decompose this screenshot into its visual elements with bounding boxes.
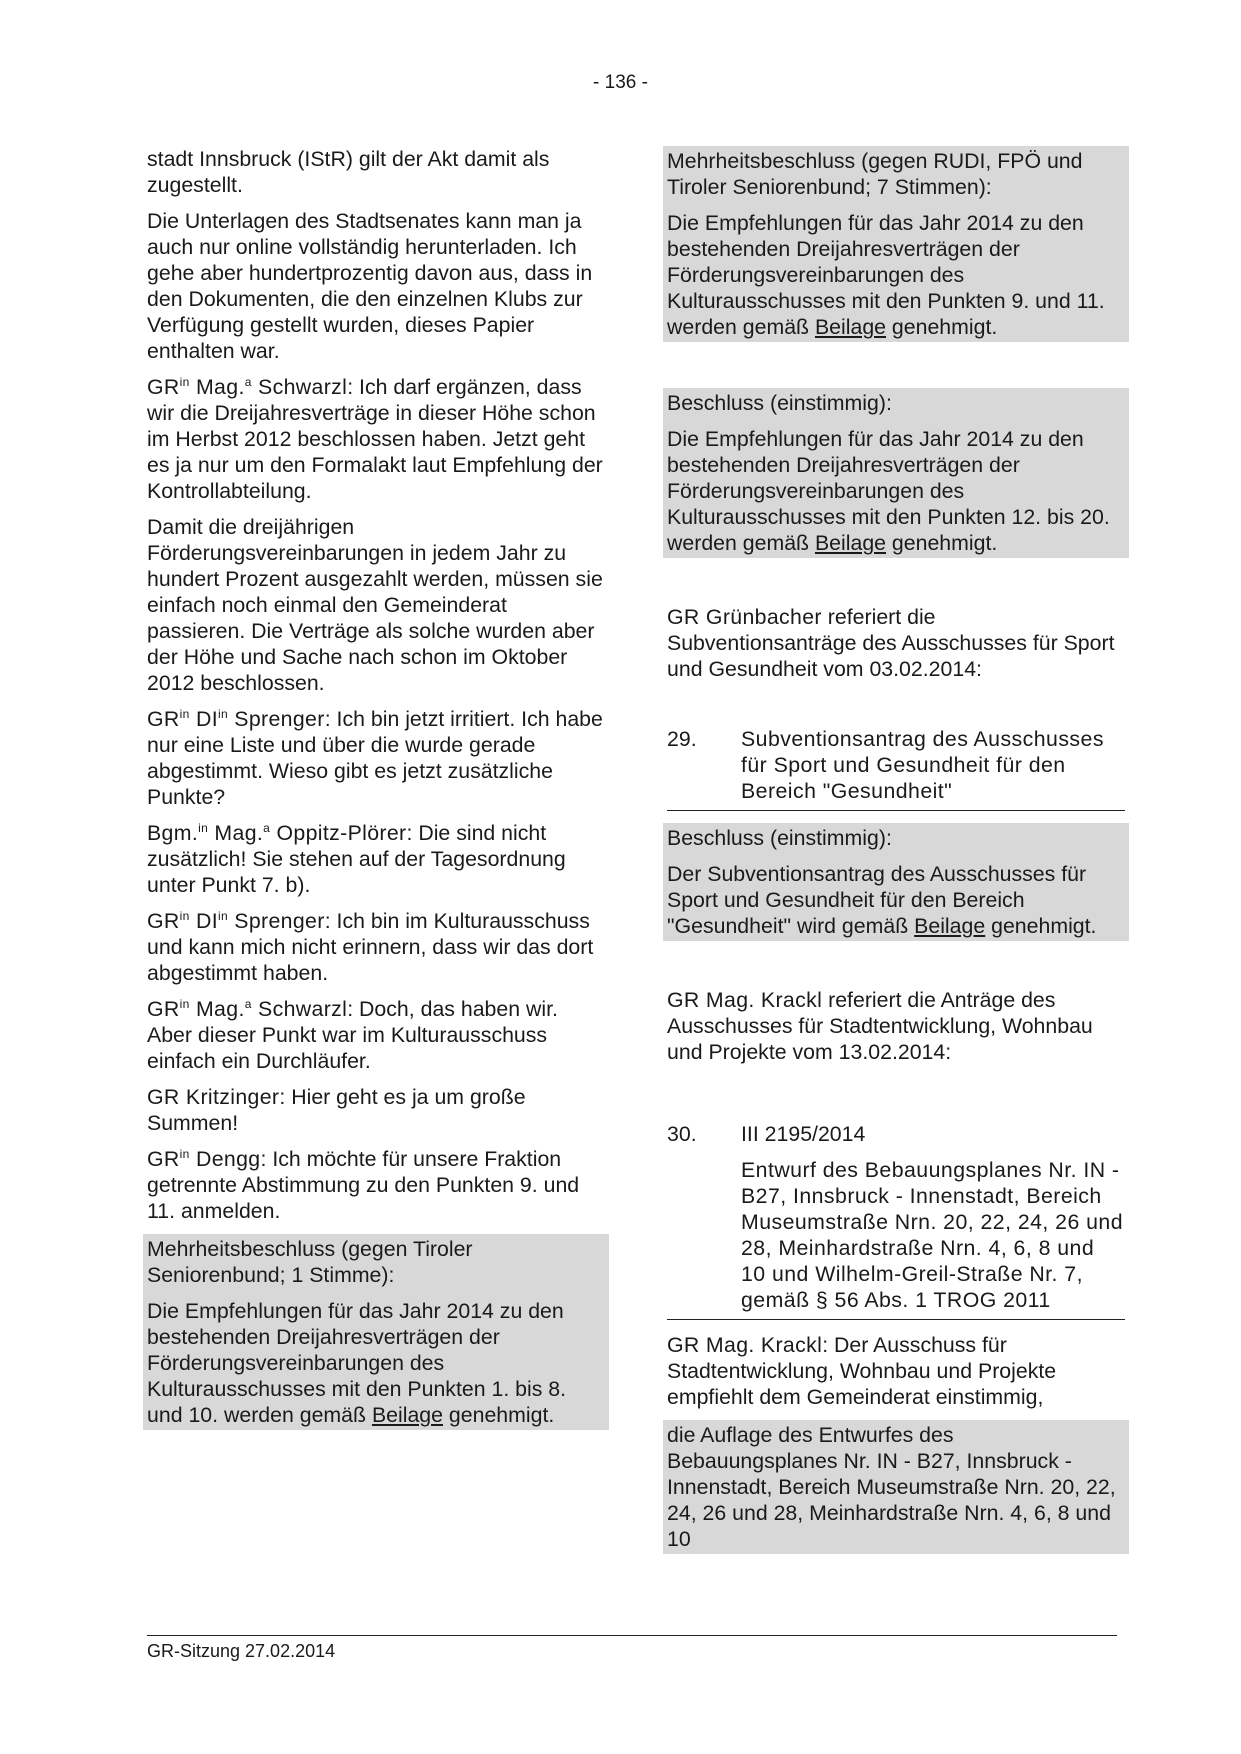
speaker-name: GR Grünbacher: [667, 605, 822, 629]
left-column: [147, 146, 605, 1430]
footer-session: GR-Sitzung 27.02.2014: [147, 1641, 336, 1661]
speaker-name: $GR^{in}$ Mag.$^a$ Schwarzl: [147, 374, 348, 399]
resolution-heading: Beschluss (einstimmig):: [667, 826, 892, 850]
resolution-text: die Auflage des Entwurfes des Bebauungsplanes Nr. IN - B27, Innsbruck - Innenstadt, Bereich Museumstraße Nrn. 20, 22, 24, 26 und 28, Meinhardstraße Nrn. 4, 6, 8 und 10: [667, 1423, 1116, 1551]
report-paragraph: GR Grünbacher referiert die Subventionsanträge des Ausschusses für Sport und Gesundheit vom 03.02.2014:: [667, 605, 1115, 681]
divider: [667, 810, 1125, 811]
speaker-name: Bgm.$^{in}$ Mag.$^a$ Oppitz-Plörer: [147, 820, 407, 845]
resolution-box: [663, 1420, 1129, 1554]
speech-paragraph: $GR^{in}$ Mag.$^a$ Schwarzl: Doch, das haben wir. Aber dieser Punkt war im Kulturausschuss einfach ein Durchläufer.: [147, 996, 558, 1073]
speech-paragraph: $GR^{in}$ $DI^{in}$ Sprenger: Ich bin jetzt irritiert. Ich habe nur eine Liste und über die wurde gerade abgestimmt. Wieso gibt es jetzt zusätzliche Punkte?: [147, 706, 603, 809]
speech-paragraph: Bgm.$^{in}$ Mag.$^a$ Oppitz-Plörer: Die sind nicht zusätzlich! Sie stehen auf der Tagesordnung unter Punkt 7. b).: [147, 820, 566, 897]
speaker-name: $GR^{in}$ Dengg: [147, 1146, 261, 1171]
item-number: 29.: [667, 727, 697, 751]
speaker-name: GR Mag. Krackl: [667, 988, 823, 1012]
divider: [667, 1319, 1125, 1320]
item-title: Subventionsantrag des Ausschusses für Sport und Gesundheit für den Bereich "Gesundheit": [741, 727, 1104, 803]
item-body: [741, 1121, 1125, 1313]
paragraph: stadt Innsbruck (IStR) gilt der Akt damit als zugestellt.: [147, 147, 550, 197]
beilage-link[interactable]: Beilage: [371, 1403, 443, 1427]
resolution-box: [663, 823, 1129, 941]
resolution-text: Die Empfehlungen für das Jahr 2014 zu den bestehenden Dreijahresverträgen der Förderungsvereinbarungen des Kulturausschusses mit den Punkten 9. und 11. werden gemäß Beilage genehmigt.: [667, 211, 1105, 339]
beilage-link[interactable]: Beilage: [914, 914, 986, 938]
beilage-link[interactable]: Beilage: [814, 531, 887, 555]
right-column: [667, 146, 1125, 1554]
page-number: - 136 -: [593, 72, 648, 93]
speaker-name: GR Mag. Krackl: [667, 1333, 823, 1357]
resolution-heading: Mehrheitsbeschluss (gegen Tiroler Seniorenbund; 1 Stimme):: [147, 1237, 473, 1287]
speaker-name: $GR^{in}$ $DI^{in}$ Sprenger: [147, 706, 325, 731]
resolution-box: [663, 388, 1129, 558]
resolution-box: [143, 1234, 609, 1430]
speech-paragraph: $GR^{in}$ Mag.$^a$ Schwarzl: Ich darf ergänzen, dass wir die Dreijahresverträge in dieser Höhe schon im Herbst 2012 beschlossen haben. Jetzt geht es ja nur um den Formalakt laut Empfehlung der Kontrollabteilung.: [147, 374, 603, 503]
speech-paragraph: $GR^{in}$ $DI^{in}$ Sprenger: Ich bin im Kulturausschuss und kann mich nicht erinnern, dass wir das dort abgestimmt haben.: [147, 908, 594, 985]
resolution-heading: Beschluss (einstimmig):: [667, 391, 892, 415]
agenda-item-30: [667, 1121, 1125, 1313]
speech-paragraph: GR Kritzinger: Hier geht es ja um große Summen!: [147, 1085, 526, 1135]
paragraph: Die Unterlagen des Stadtsenates kann man ja auch nur online vollständig herunterladen. Ich gehe aber hundertprozentig davon aus, dass in den Dokumenten, die den einzelnen Klubs zur Verfügung gestellt wurden, dieses Papier enthalten war.: [147, 209, 593, 363]
resolution-text: Die Empfehlungen für das Jahr 2014 zu den bestehenden Dreijahresverträgen der Förderungsvereinbarungen des Kulturausschusses mit den Punkten 12. bis 20. werden gemäß Beilage genehmigt.: [667, 427, 1110, 555]
resolution-heading: Mehrheitsbeschluss (gegen RUDI, FPÖ und Tiroler Seniorenbund; 7 Stimmen):: [667, 149, 1083, 199]
item-reference: III 2195/2014: [741, 1122, 866, 1146]
beilage-link[interactable]: Beilage: [814, 315, 887, 339]
resolution-box: [663, 146, 1129, 342]
speaker-name: $GR^{in}$ $DI^{in}$ Sprenger: [147, 908, 325, 933]
speaker-name: GR Kritzinger: [147, 1085, 280, 1109]
item-number: 30.: [667, 1122, 697, 1146]
speaker-name: $GR^{in}$ Mag.$^a$ Schwarzl: [147, 996, 348, 1021]
speech-paragraph: GR Mag. Krackl: Der Ausschuss für Stadtentwicklung, Wohnbau und Projekte empfiehlt dem Gemeinderat einstimmig,: [667, 1333, 1057, 1409]
item-title: Entwurf des Bebauungsplanes Nr. IN - B27, Innsbruck - Innenstadt, Bereich Museumstraße Nrn. 20, 22, 24, 26 und 28, Meinhardstraße Nrn. 4, 6, 8 und 10 und Wilhelm-Greil-Straße Nr. 7, gemäß § 56 Abs. 1 TROG 2011: [741, 1158, 1123, 1312]
speech-paragraph: $GR^{in}$ Dengg: Ich möchte für unsere Fraktion getrennte Abstimmung zu den Punkten 9. und 11. anmelden.: [147, 1146, 580, 1223]
resolution-text: Die Empfehlungen für das Jahr 2014 zu den bestehenden Dreijahresverträgen der Förderungsvereinbarungen des Kulturausschusses mit den Punkten 1. bis 8. und 10. werden gemäß Beilage genehmigt.: [147, 1299, 567, 1427]
resolution-text: Der Subventionsantrag des Ausschusses für Sport und Gesundheit für den Bereich "Gesundheit" wird gemäß Beilage genehmigt.: [667, 862, 1097, 938]
agenda-item-29: [667, 726, 1125, 804]
paragraph: Damit die dreijährigen Förderungsvereinbarungen in jedem Jahr zu hundert Prozent ausgezahlt werden, müssen sie einfach noch einmal den Gemeinderat passieren. Die Verträge als solche wurden aber der Höhe und Sache nach schon im Oktober 2012 beschlossen.: [147, 515, 603, 695]
report-paragraph: GR Mag. Krackl referiert die Anträge des Ausschusses für Stadtentwicklung, Wohnbau und Projekte vom 13.02.2014:: [667, 988, 1093, 1064]
footer-divider: [147, 1635, 1117, 1636]
